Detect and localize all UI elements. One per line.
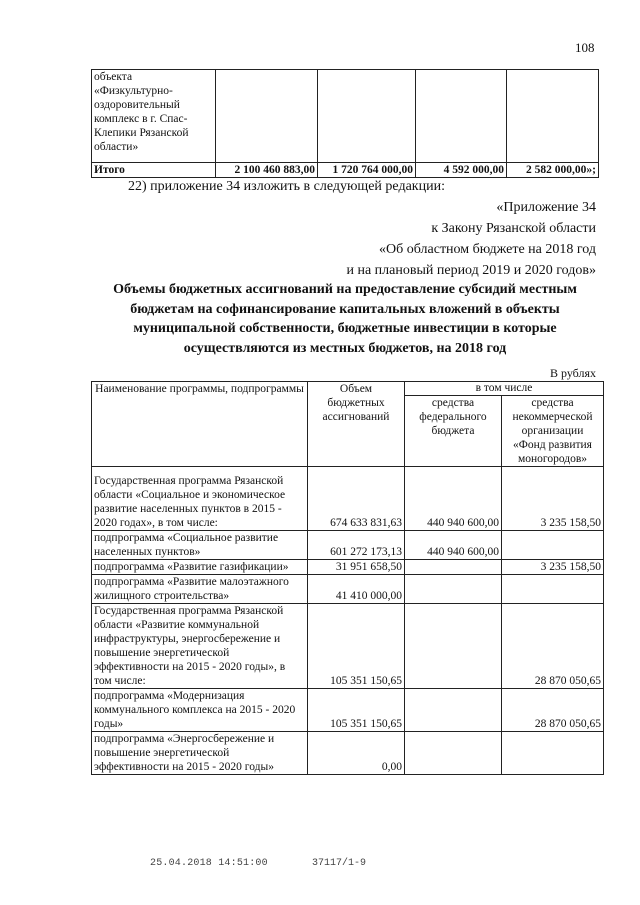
table-row [92,732,604,775]
budget-allocations-table [91,381,604,775]
federal-cell [405,604,502,689]
total-label: Итого [92,163,216,178]
table-cell [318,70,416,163]
amendment-text: 22) приложение 34 изложить в следующей редакции: [128,179,445,194]
table-header-row [92,382,604,396]
program-name: Государственная программа Рязанской области «Развитие коммунальной инфраструктуры, энергосбережение и повышение энергетической эффективности на 2015 - 2020 годы», в том числе: [92,604,308,689]
fund-cell [502,732,604,775]
footer-timestamp: 25.04.2018 14:51:00 [150,858,268,869]
header-volume: Объем бюджетных ассигнований [308,382,405,467]
volume-cell: 601 272 173,13 [308,531,405,560]
fund-cell [502,531,604,560]
total-value: 4 592 000,00 [416,163,507,178]
document-title: Объемы бюджетных ассигнований на предоставление субсидий местным бюджетам на софинансирование капитальных вложений в объекты муниципальной собственности, бюджетные инвестиции в которые осуществляются из местных бюджетов, на 2018 год [113,282,577,356]
fund-cell: 3 235 158,50 [502,560,604,575]
appendix-line: к Закону Рязанской области [431,221,596,236]
total-value: 1 720 764 000,00 [318,163,416,178]
page-number: 108 [575,40,595,55]
fund-cell: 28 870 050,65 [502,604,604,689]
table-row [92,467,604,531]
federal-cell [405,575,502,604]
fund-cell [502,575,604,604]
previous-appendix-table-tail [91,69,599,178]
program-name: подпрограмма «Энергосбережение и повышение энергетической эффективности на 2015 - 2020 годы» [92,732,308,775]
table-row [92,575,604,604]
header-fund: средства некоммерческой организации «Фонд развития моногородов» [502,396,604,467]
federal-cell: 440 940 600,00 [405,531,502,560]
total-value: 2 100 460 883,00 [216,163,318,178]
total-value: 2 582 000,00»; [507,163,599,178]
total-row [92,163,599,178]
volume-cell: 31 951 658,50 [308,560,405,575]
header-name: Наименование программы, подпрограммы [92,382,308,467]
table-row [92,604,604,689]
federal-cell [405,560,502,575]
object-name-cell: объекта «Физкультурно-оздоровительный комплекс в г. Спас-Клепики Рязанской области» [92,70,216,163]
volume-cell: 0,00 [308,732,405,775]
fund-cell: 3 235 158,50 [502,467,604,531]
program-name: подпрограмма «Развитие малоэтажного жилищного строительства» [92,575,308,604]
appendix-line: и на плановый период 2019 и 2020 годов» [346,263,596,278]
header-federal: средства федерального бюджета [405,396,502,467]
federal-cell [405,689,502,732]
appendix-header [346,197,596,281]
program-name: подпрограмма «Развитие газификации» [92,560,308,575]
table-cell [216,70,318,163]
volume-cell: 105 351 150,65 [308,689,405,732]
table-cell [416,70,507,163]
program-name: подпрограмма «Социальное развитие населенных пунктов» [92,531,308,560]
table-row [92,70,599,163]
footer-document-code: 37117/1-9 [312,858,367,869]
units-label: В рублях [549,366,596,380]
federal-cell [405,732,502,775]
program-name: Государственная программа Рязанской области «Социальное и экономическое развитие населенных пунктов в 2015 - 2020 годах», в том числе: [92,467,308,531]
table-row [92,560,604,575]
program-name: подпрограмма «Модернизация коммунального комплекса на 2015 - 2020 годы» [92,689,308,732]
federal-cell: 440 940 600,00 [405,467,502,531]
volume-cell: 674 633 831,63 [308,467,405,531]
appendix-line: «Приложение 34 [496,200,596,215]
volume-cell: 105 351 150,65 [308,604,405,689]
table-cell [507,70,599,163]
volume-cell: 41 410 000,00 [308,575,405,604]
header-including: в том числе [405,382,604,396]
table-row [92,531,604,560]
fund-cell: 28 870 050,65 [502,689,604,732]
appendix-line: «Об областном бюджете на 2018 год [379,242,596,257]
table-row [92,689,604,732]
